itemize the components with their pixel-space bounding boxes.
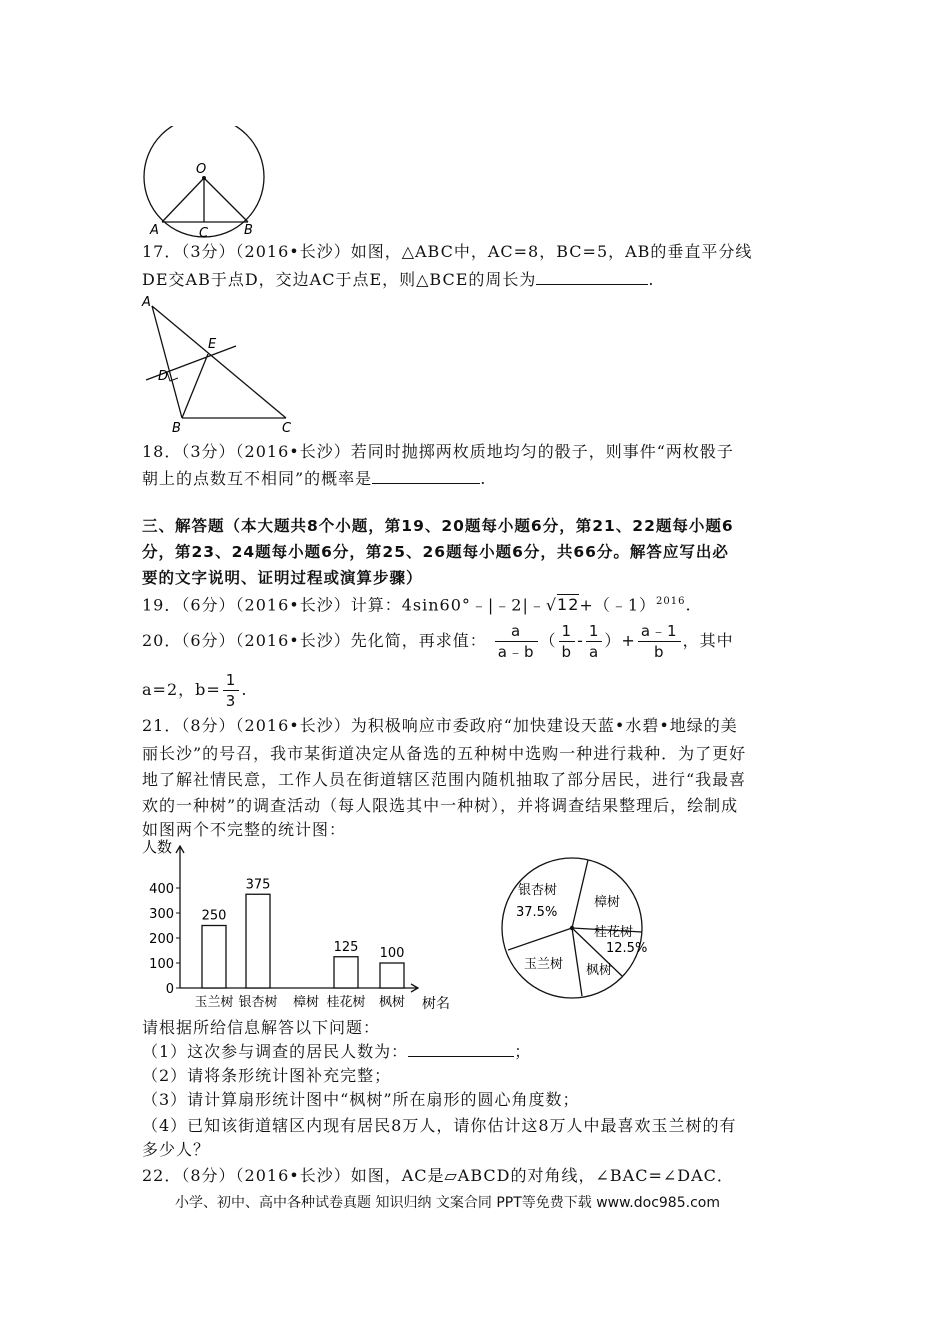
fraction-1-over-a: $\frac{1}{a}$ [586,621,603,662]
category-label: 枫树 [378,995,406,1010]
bar [202,926,226,989]
fraction-b-value: $\frac{1}{3}$ [223,670,240,711]
sqrt-symbol: √ [545,595,558,615]
fraction-a-minus-1-over-b: $\frac{a﹣1}{b}$ [638,621,681,662]
label-C: C [199,226,209,238]
q18-line2-text: 朝上的点数互不相同”的概率是 [142,469,373,488]
q18-line1: 18．（3分）（2016•长沙）若同时抛掷两枚质地均匀的骰子，则事件“两枚骰子 [142,442,734,461]
open-paren: （ [539,631,557,650]
y-tick-label: 100 [149,957,174,972]
label-O: O [196,162,207,177]
y-axis-label: 人数 [142,838,173,856]
q17-line2 [142,268,655,292]
slice-label: 桂花树 [594,925,634,940]
bar-value-label: 100 [379,946,405,961]
q20-line2 [142,666,247,714]
q17-answer-blank[interactable] [536,268,648,285]
fraction-a-over-a-minus-b: $\frac{a}{a﹣b}$ [495,621,538,662]
q18-line2 [142,467,486,491]
fraction-1-over-b: $\frac{1}{b}$ [559,621,576,662]
pie-chart [494,842,654,1004]
slice-label: 枫树 [586,963,613,978]
q21-line4: 欢的一种树”的调查活动（每人限选其中一种树），并将调查结果整理后，绘制成 [142,796,739,815]
y-tick-label: 400 [149,882,174,897]
slice-percent-label: 12.5% [606,941,648,956]
q22-line1: 22．（8分）（2016•长沙）如图，AC是▱ABCD的对角线，∠BAC=∠DAC． [142,1166,734,1185]
q19-prefix: 19．（6分）（2016•长沙）计算：4sin60°﹣|﹣2|﹣ [142,595,546,615]
q20-line2-a: a=2，b= [142,680,221,699]
q19-end: . [685,595,692,615]
bar-value-label: 250 [201,908,227,924]
circle-figure [138,126,270,238]
q21-part4a: （4）已知该街道辖区内现有居民8万人，请你估计这8万人中最喜欢玉兰树的有 [142,1116,737,1135]
q21-part1 [142,1040,531,1064]
close-paren-plus: ）+ [604,631,636,650]
section3-line3: 要的文字说明、证明过程或演算步骤） [142,569,423,587]
category-label: 银杏树 [238,995,278,1010]
q17-line2-text: DE交AB于点D，交边AC于点E，则△BCE的周长为 [142,270,537,289]
y-tick-label: 0 [165,982,174,997]
slice-label: 银杏树 [518,883,558,898]
q21-part4b: 多少人？ [142,1140,211,1159]
q20-line1 [142,617,734,665]
y-tick-label: 200 [149,932,174,947]
label-D: D [158,369,169,384]
q21-part3: （3）请计算扇形统计图中“枫树”所在扇形的圆心角度数； [142,1090,580,1109]
x-axis-label: 树名 [422,996,450,1012]
minus-sign: - [577,631,584,650]
category-label: 玉兰树 [194,995,234,1010]
footer-text[interactable]: 小学、初中、高中各种试卷真题 知识归纳 文案合同 PPT等免费下载 www.doc985.com [175,1195,720,1211]
q19-line [142,590,692,617]
label-A: A [150,223,159,238]
q18-answer-blank[interactable] [372,467,480,484]
q21-part1-text: （1）这次参与调查的居民人数为： [142,1042,409,1061]
section3-line2: 分，第23、24题每小题6分，第25、26题每小题6分，共66分。解答应写出必 [142,543,729,561]
q17-line1: 17．（3分）（2016•长沙）如图，△ABC中，AC=8，BC=5，AB的垂直平分线 [142,242,753,261]
q19-radicand: 12 [557,595,580,615]
q18-end: . [480,469,487,488]
label-A: A [142,295,151,310]
category-label: 桂花树 [326,995,366,1010]
label-C: C [282,421,292,434]
section3-line1: 三、解答题（本大题共8个小题，第19、20题每小题6分，第21、22题每小题6 [142,517,734,535]
bar-value-label: 125 [333,939,359,955]
q21-answer-blank[interactable] [408,1040,514,1057]
q21-line3: 地了解社情民意，工作人员在街道辖区范围内随机抽取了部分居民，进行“我最喜 [142,770,747,789]
q19-mid: +（﹣1） [579,595,656,615]
q21-line5: 如图两个不完整的统计图： [142,820,347,839]
bar [380,963,404,988]
category-label: 樟树 [292,995,320,1010]
label-B: B [172,421,181,434]
q19-exponent: 2016 [656,596,686,607]
triangle-figure [138,292,298,434]
q21-line1: 21．（8分）（2016•长沙）为积极响应市委政府“加快建设天蓝•水碧•地绿的美 [142,716,738,735]
q21-after: 请根据所给信息解答以下问题： [142,1018,381,1037]
bar [334,957,358,988]
label-B: B [244,223,253,238]
bar-chart [140,836,460,1016]
label-E: E [208,337,217,352]
bar-value-label: 375 [245,877,271,893]
q17-end: . [648,270,655,289]
q21-part1-end: ； [514,1042,532,1061]
y-tick-label: 300 [149,907,174,922]
pie-center [570,926,574,930]
slice-percent-label: 37.5% [516,905,558,920]
q20-line2-end: . [241,680,248,699]
q20-suffix: ，其中 [682,631,734,650]
slice-label: 樟树 [594,895,621,910]
q21-part2: （2）请将条形统计图补充完整； [142,1066,392,1085]
bar [246,894,270,988]
q20-prefix: 20．（6分）（2016•长沙）先化简，再求值： [142,631,487,650]
q21-line2: 丽长沙”的号召，我市某街道决定从备选的五种树中选购一种进行栽种．为了更好 [142,744,747,763]
slice-label: 玉兰树 [524,957,564,972]
